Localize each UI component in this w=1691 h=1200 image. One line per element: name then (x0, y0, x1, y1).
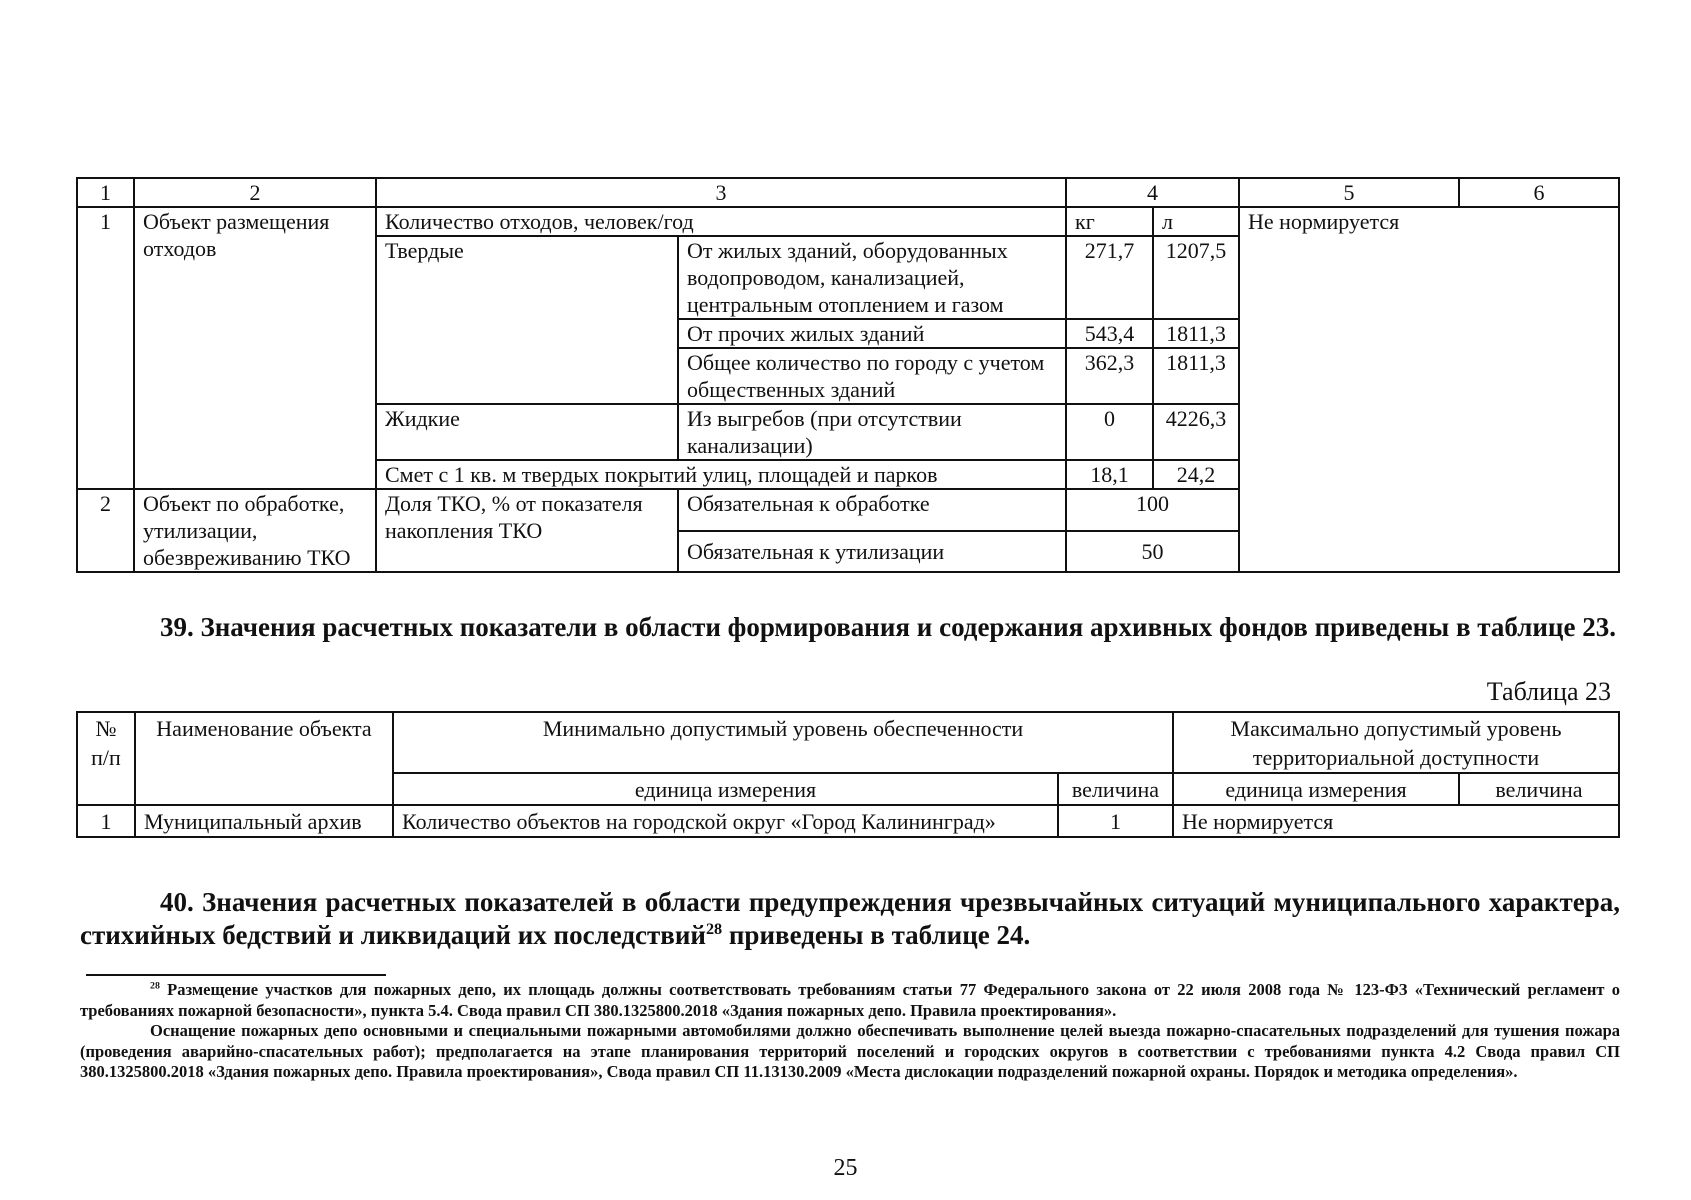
footnote-text: Размещение участков для пожарных депо, их площадь должны соответствовать требованиям статьи 77 Федерального закона от 22 июля 2008 года № 123-ФЗ «Технический регламент о требованиях пожарной безопасности», пункта 5.4. Свода правил СП 380.1325800.2018 «Здания пожарных депо. Правила проектирования». (80, 980, 1620, 1020)
header-cell: величина (1459, 773, 1619, 805)
value-kg: 543,4 (1066, 319, 1153, 348)
footnote-divider (86, 974, 386, 976)
footnote-reference[interactable]: 28 (705, 920, 723, 938)
sub-label: От жилых зданий, оборудованных водопроводом, канализацией, центральным отоплением и газом (678, 236, 1066, 319)
access-note: Не нормируется (1173, 805, 1619, 837)
header-cell: № п/п (77, 712, 135, 805)
share-label: Доля ТКО, % от показателя накопления ТКО (376, 489, 678, 572)
unit-of-measure: Количество объектов на городской округ «Город Калининград» (393, 805, 1058, 837)
sub-label: От прочих жилых зданий (678, 319, 1066, 348)
share-value: 100 (1066, 489, 1239, 531)
paragraph-40 (80, 886, 1620, 952)
sub-label: Обязательная к утилизации (678, 531, 1066, 573)
page-number: 25 (833, 1155, 858, 1181)
row-number: 1 (77, 805, 135, 837)
header-cell: 2 (134, 178, 376, 207)
footnote (80, 980, 1620, 1083)
footnote-paragraph: Оснащение пожарных депо основными и специальными пожарными автомобилями должно обеспечивать выполнение целей выезда пожарно-спасательных подразделений для тушения пожара (проведения аварийно-спасательных работ); предполагается на этапе планирования территорий поселений и городских округов в соответствии с требованиями пункта 4.2 Свода правил СП 380.1325800.2018 «Здания пожарных депо. Правила проектирования», Свода правил СП 11.13130.2009 «Места дислокации подразделений пожарной охраны. Порядок и методика определения». (80, 1021, 1620, 1081)
paragraph-40-text: 40. Значения расчетных показателей в области предупреждения чрезвычайных ситуаций муниципального характера, стихийных бедствий и ликвидаций их последствий (80, 887, 1620, 950)
share-value: 50 (1066, 531, 1239, 573)
row-number: 2 (77, 489, 134, 572)
header-cell: единица измерения (1173, 773, 1459, 805)
solid-label: Твердые (376, 236, 678, 404)
footnote-paragraph (80, 980, 1620, 1021)
value-l: 24,2 (1153, 460, 1239, 489)
header-cell: Наименование объекта (135, 712, 393, 805)
table-header-row (77, 712, 1619, 773)
value-l: 4226,3 (1153, 404, 1239, 460)
header-cell: величина (1058, 773, 1173, 805)
object-name: Муниципальный архив (135, 805, 393, 837)
header-cell: 3 (376, 178, 1066, 207)
footnote-mark: 28 (150, 980, 160, 992)
limit-note: Не нормируется (1239, 207, 1619, 572)
table-row (77, 805, 1619, 837)
paragraph-40-end: приведены в таблице 24. (722, 920, 1031, 950)
liquid-label: Жидкие (376, 404, 678, 460)
value-kg: 271,7 (1066, 236, 1153, 319)
header-cell: 5 (1239, 178, 1459, 207)
object-name: Объект размещения отходов (134, 207, 376, 489)
value: 1 (1058, 805, 1173, 837)
header-cell: 4 (1066, 178, 1239, 207)
table-row (77, 207, 1619, 236)
table-header-row (77, 178, 1619, 207)
object-name: Объект по обработке, утилизации, обезвреживанию ТКО (134, 489, 376, 572)
row-number: 1 (77, 207, 134, 489)
waste-indicators-table (76, 177, 1620, 573)
unit-l: л (1153, 207, 1239, 236)
paragraph-39: 39. Значения расчетных показатели в области формирования и содержания архивных фондов приведены в таблице 23. (160, 612, 1616, 642)
header-cell: 6 (1459, 178, 1619, 207)
unit-kg: кг (1066, 207, 1153, 236)
value-l: 1811,3 (1153, 348, 1239, 404)
sub-label: Общее количество по городу с учетом общественных зданий (678, 348, 1066, 404)
header-cell: единица измерения (393, 773, 1058, 805)
table-caption: Таблица 23 (1486, 677, 1611, 706)
header-cell: Максимально допустимый уровень территориальной доступности (1173, 712, 1619, 773)
value-kg: 0 (1066, 404, 1153, 460)
value-kg: 18,1 (1066, 460, 1153, 489)
archive-indicators-table (76, 711, 1620, 838)
quantity-label: Количество отходов, человек/год (376, 207, 1066, 236)
header-cell: Минимально допустимый уровень обеспеченности (393, 712, 1173, 773)
value-kg: 362,3 (1066, 348, 1153, 404)
value-l: 1811,3 (1153, 319, 1239, 348)
sweep-label: Смет с 1 кв. м твердых покрытий улиц, площадей и парков (376, 460, 1066, 489)
sub-label: Из выгребов (при отсутствии канализации) (678, 404, 1066, 460)
header-cell: 1 (77, 178, 134, 207)
value-l: 1207,5 (1153, 236, 1239, 319)
sub-label: Обязательная к обработке (678, 489, 1066, 531)
